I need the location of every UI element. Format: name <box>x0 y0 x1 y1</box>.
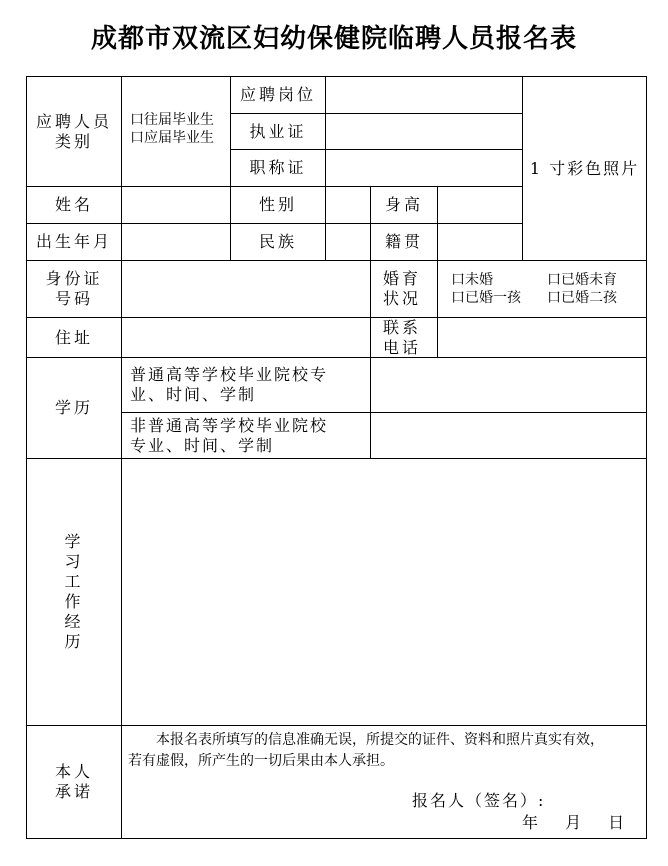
phone-label-text: 联系电话 <box>383 317 422 357</box>
address-label: 住址 <box>26 317 122 358</box>
photo-box[interactable]: 1 寸彩色照片 <box>522 76 647 261</box>
option-married-two-children[interactable]: 口已婚二孩 <box>547 290 617 306</box>
birth-field[interactable] <box>121 223 231 261</box>
id-number-field[interactable] <box>121 260 371 318</box>
position-label: 应聘岗位 <box>230 76 326 114</box>
native-place-label: 籍贯 <box>370 223 438 261</box>
phone-label <box>370 317 438 358</box>
pledge-box <box>121 725 647 839</box>
option-current-graduate[interactable]: 口应届毕业生 <box>130 130 214 146</box>
signature-label[interactable]: 报名人（签名）: <box>412 791 546 810</box>
birth-label: 出生年月 <box>26 223 122 261</box>
category-label-text: 应聘人员类别 <box>35 111 112 151</box>
title-cert-field[interactable] <box>325 149 523 187</box>
edu-nonregular-field[interactable] <box>370 412 647 459</box>
marital-options <box>437 260 647 318</box>
title-cert-label: 职称证 <box>230 149 326 187</box>
id-number-label <box>26 260 122 318</box>
marital-label-text: 婚育状况 <box>383 269 422 308</box>
gender-field[interactable] <box>325 186 371 224</box>
gender-label: 性别 <box>230 186 326 224</box>
category-label <box>26 76 122 187</box>
pledge-text-line1: 本报名表所填写的信息准确无误，所提交的证件、资料和照片真实有效， <box>156 732 604 748</box>
edu-regular-label-text: 普通高等学校毕业院校专业、时间、学制 <box>130 365 329 404</box>
height-label: 身高 <box>370 186 438 224</box>
name-label: 姓名 <box>26 186 122 224</box>
ethnicity-label: 民族 <box>230 223 326 261</box>
option-previous-graduate[interactable]: 口往届毕业生 <box>130 112 214 128</box>
marital-label <box>370 260 438 318</box>
option-married-one-child[interactable]: 口已婚一孩 <box>451 290 521 306</box>
id-number-label-text: 身份证号码 <box>45 269 103 308</box>
category-options <box>121 76 231 187</box>
education-label: 学历 <box>26 357 122 459</box>
edu-regular-field[interactable] <box>370 357 647 413</box>
address-field[interactable] <box>121 317 371 358</box>
option-unmarried[interactable]: 口未婚 <box>451 272 493 288</box>
height-field[interactable] <box>437 186 523 224</box>
pledge-label <box>26 725 122 839</box>
license-field[interactable] <box>325 113 523 150</box>
experience-field[interactable] <box>121 458 647 726</box>
native-place-field[interactable] <box>437 223 523 261</box>
ethnicity-field[interactable] <box>325 223 371 261</box>
pledge-text-line2: 若有虚假，所产生的一切后果由本人承担。 <box>128 753 394 769</box>
edu-nonregular-label-text: 非普通高等学校毕业院校专业、时间、学制 <box>130 415 329 455</box>
edu-regular-label <box>121 357 371 413</box>
name-field[interactable] <box>121 186 231 224</box>
experience-label-text: 学习工作经历 <box>64 532 84 651</box>
option-married-no-child[interactable]: 口已婚未育 <box>547 272 617 288</box>
edu-nonregular-label <box>121 412 371 459</box>
date-label[interactable]: 年 月 日 <box>522 813 625 832</box>
position-field[interactable] <box>325 76 523 114</box>
pledge-label-text: 本人承诺 <box>54 762 93 801</box>
license-label: 执业证 <box>230 113 326 150</box>
page-title: 成都市双流区妇幼保健院临聘人员报名表 <box>90 24 577 54</box>
experience-label <box>26 458 122 726</box>
phone-field[interactable] <box>437 317 647 358</box>
